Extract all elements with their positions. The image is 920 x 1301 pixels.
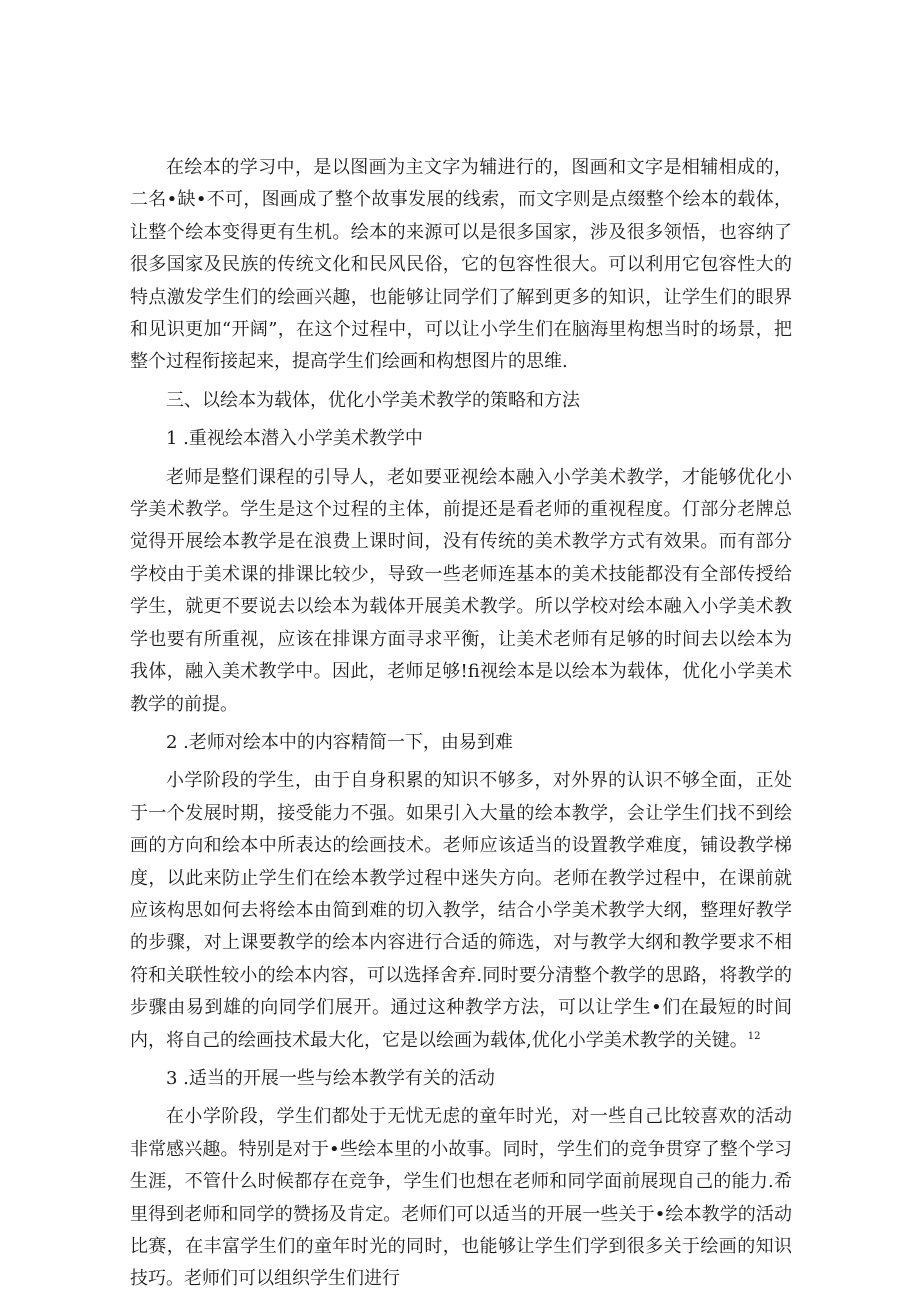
section-heading-3: 三、以绘本为载体，优化小学美术教学的策略和方法 bbox=[166, 389, 580, 411]
subheading-3: 3 .适当的开展一些与绘本教学有关的活动 bbox=[166, 1067, 495, 1089]
paragraph-sub2-wrapper bbox=[130, 765, 792, 1057]
paragraph-intro: 在绘本的学习中，是以图画为主文字为辅进行的，图画和文字是相辅相成的，二名•缺•不可，图画成了整个故事发展的线索，而文字则是点缀整个绘本的载体，让整个绘本变得更有生机。绘本的来源可以是很多国家，涉及很多领悟，也容纳了很多国家及民族的传统文化和民风民俗，它的包容性很大。可以利用它包容性大的特点激发学生们的绘画兴趣，也能够让同学们了解到更多的知识，让学生们的眼界和见识更加“开阔”，在这个过程中，可以让小学生们在脑海里构想当时的场景，把整个过程衔接起来，提高学生们绘画和构想图片的思维. bbox=[130, 157, 792, 373]
document-body bbox=[130, 152, 792, 1296]
paragraph-sub3: 在小学阶段，学生们都处于无忧无虑的童年时光，对一些自己比较喜欢的活动非常感兴趣。特别是对于•些绘本里的小故事。同时，学生们的竞争贯穿了整个学习生涯，不管什么时候都存在竞争，学生们也想在老师和同学面前展现自己的能力.希里得到老师和同学的赞扬及肯定。老师们可以适当的开展一些关于•绘本教学的活动比赛，在丰富学生们的童年时光的同时，也能够让学生们学到很多关于绘画的知识技巧。老师们可以组织学生们进行 bbox=[130, 1106, 792, 1290]
subheading-1: 1 .重视绘本潜入小学美术教学中 bbox=[166, 428, 423, 450]
footnote-reference: 12 bbox=[747, 1030, 761, 1042]
paragraph-sub2: 小学阶段的学生，由于自身积累的知识不够多，对外界的认识不够全面，正处于一个发展时期，接受能力不强。如果引入大量的绘本教学，会让学生们找不到绘画的方向和绘本中所表达的绘画技术。老师应该适当的设置教学难度，铺设教学梯度，以此来防止学生们在绘本教学过程中迷失方向。老师在教学过程中，在课前就应该构思如何去将绘本由简到难的切入教学，结合小学美术教学大纲，整理好教学的步骤，对上课要教学的绘本内容进行合适的筛选，对与教学大纲和教学要求不相符和关联性较小的绘本内容，可以选择舍弃.同时要分清整个教学的思路，将教学的步骤由易到雄的向同学们展开。通过这种教学方法，可以让学生•们在最短的时间内，将自己的绘画技术最大化，它是以绘画为载体,优化小学美术教学的关键。 bbox=[130, 770, 792, 1051]
paragraph-sub1: 老师是整们课程的引导人，老如要亚视绘本融入小学美术教学，才能够优化小学美术教学。学生是这个过程的主体，前提还是看老师的重视程度。仃部分老牌总觉得开展绘本教学是在浪费上课时间，没有传统的美术教学方式有效果。而有部分学校由于美术课的排课比较少，导致一些老师连基本的美术技能都没有全部传授给学生，就更不要说去以绘本为载体开展美术教学。所以学校对绘本融入小学美术教学也要有所重视，应该在排课方面寻求平衡，让美术老师有足够的时间去以绘本为我体，融入美术教学中。因此，老师足够!fi视绘本是以绘本为载体，优化小学美术教学的前提。 bbox=[130, 466, 792, 715]
subheading-2: 2 .老师对绘本中的内容精简一下，由易到难 bbox=[166, 731, 513, 753]
